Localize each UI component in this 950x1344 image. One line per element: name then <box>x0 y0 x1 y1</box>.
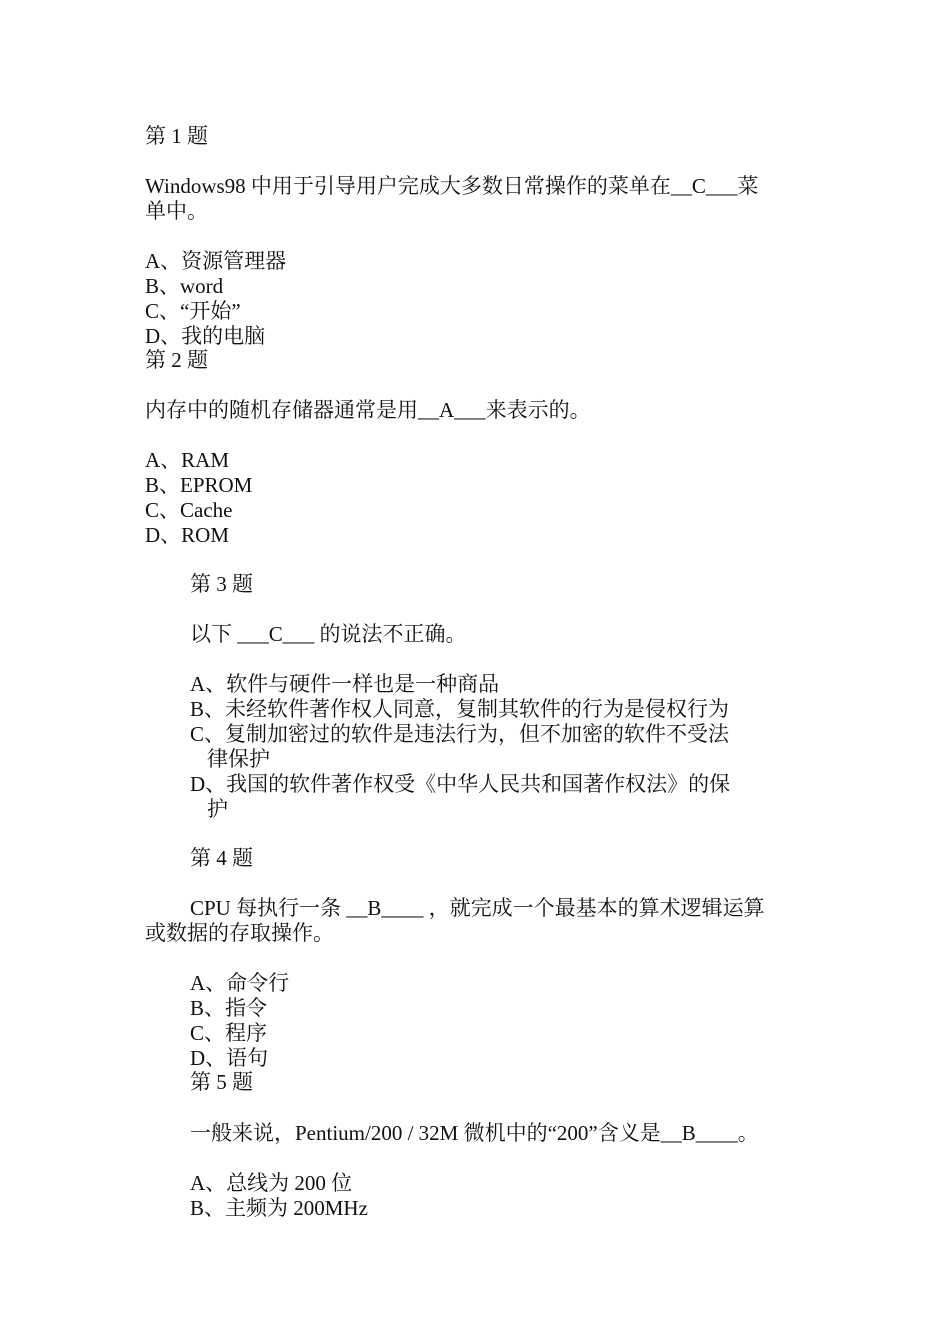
question-1-option-c: C、“开始” <box>145 299 241 323</box>
question-3-option-d: D、我国的软件著作权受《中华人民共和国著作权法》的保 <box>190 772 731 796</box>
question-1-option-b: B、word <box>145 274 224 298</box>
question-5-stem-line-1: 一般来说，Pentium/200 / 32M 微机中的“200”含义是__B____。 <box>190 1121 759 1145</box>
question-4-option-a: A、命令行 <box>190 971 290 995</box>
question-2-option-c: C、Cache <box>145 498 233 522</box>
question-4-title: 第 4 题 <box>190 846 253 870</box>
question-3-option-c-continued: 律保护 <box>207 747 270 771</box>
question-4-stem-line-1: CPU 每执行一条 __B____ ，就完成一个最基本的算术逻辑运算 <box>190 896 765 920</box>
question-1-option-d: D、我的电脑 <box>145 324 266 348</box>
question-2-option-d: D、ROM <box>145 523 230 547</box>
question-5-title: 第 5 题 <box>190 1070 253 1094</box>
question-3-title: 第 3 题 <box>190 572 253 596</box>
question-1-option-a: A、资源管理器 <box>145 249 287 273</box>
question-3-stem-line-1: 以下 ___C___ 的说法不正确。 <box>190 622 467 646</box>
question-2-option-b: B、EPROM <box>145 473 253 497</box>
question-4-stem-line-2: 或数据的存取操作。 <box>145 921 334 945</box>
question-3-option-d-continued: 护 <box>207 797 228 821</box>
question-4-option-b: B、指令 <box>190 996 268 1020</box>
question-1-stem-line-2: 单中。 <box>145 199 208 223</box>
question-3-option-a: A、软件与硬件一样也是一种商品 <box>190 672 500 696</box>
question-2-title: 第 2 题 <box>145 348 208 372</box>
question-4-option-c: C、程序 <box>190 1021 268 1045</box>
question-1-title: 第 1 题 <box>145 124 208 148</box>
question-5-option-a: A、总线为 200 位 <box>190 1171 353 1195</box>
question-2-stem-line-1: 内存中的随机存储器通常是用__A___来表示的。 <box>145 398 591 422</box>
question-4-option-d: D、语句 <box>190 1046 269 1070</box>
question-3-option-b: B、未经软件著作权人同意，复制其软件的行为是侵权行为 <box>190 697 730 721</box>
question-2-option-a: A、RAM <box>145 448 230 472</box>
question-3-option-c: C、复制加密过的软件是违法行为，但不加密的软件不受法 <box>190 722 730 746</box>
question-1-stem-line-1: Windows98 中用于引导用户完成大多数日常操作的菜单在__C___菜 <box>145 174 759 198</box>
question-5-option-b: B、主频为 200MHz <box>190 1196 368 1220</box>
